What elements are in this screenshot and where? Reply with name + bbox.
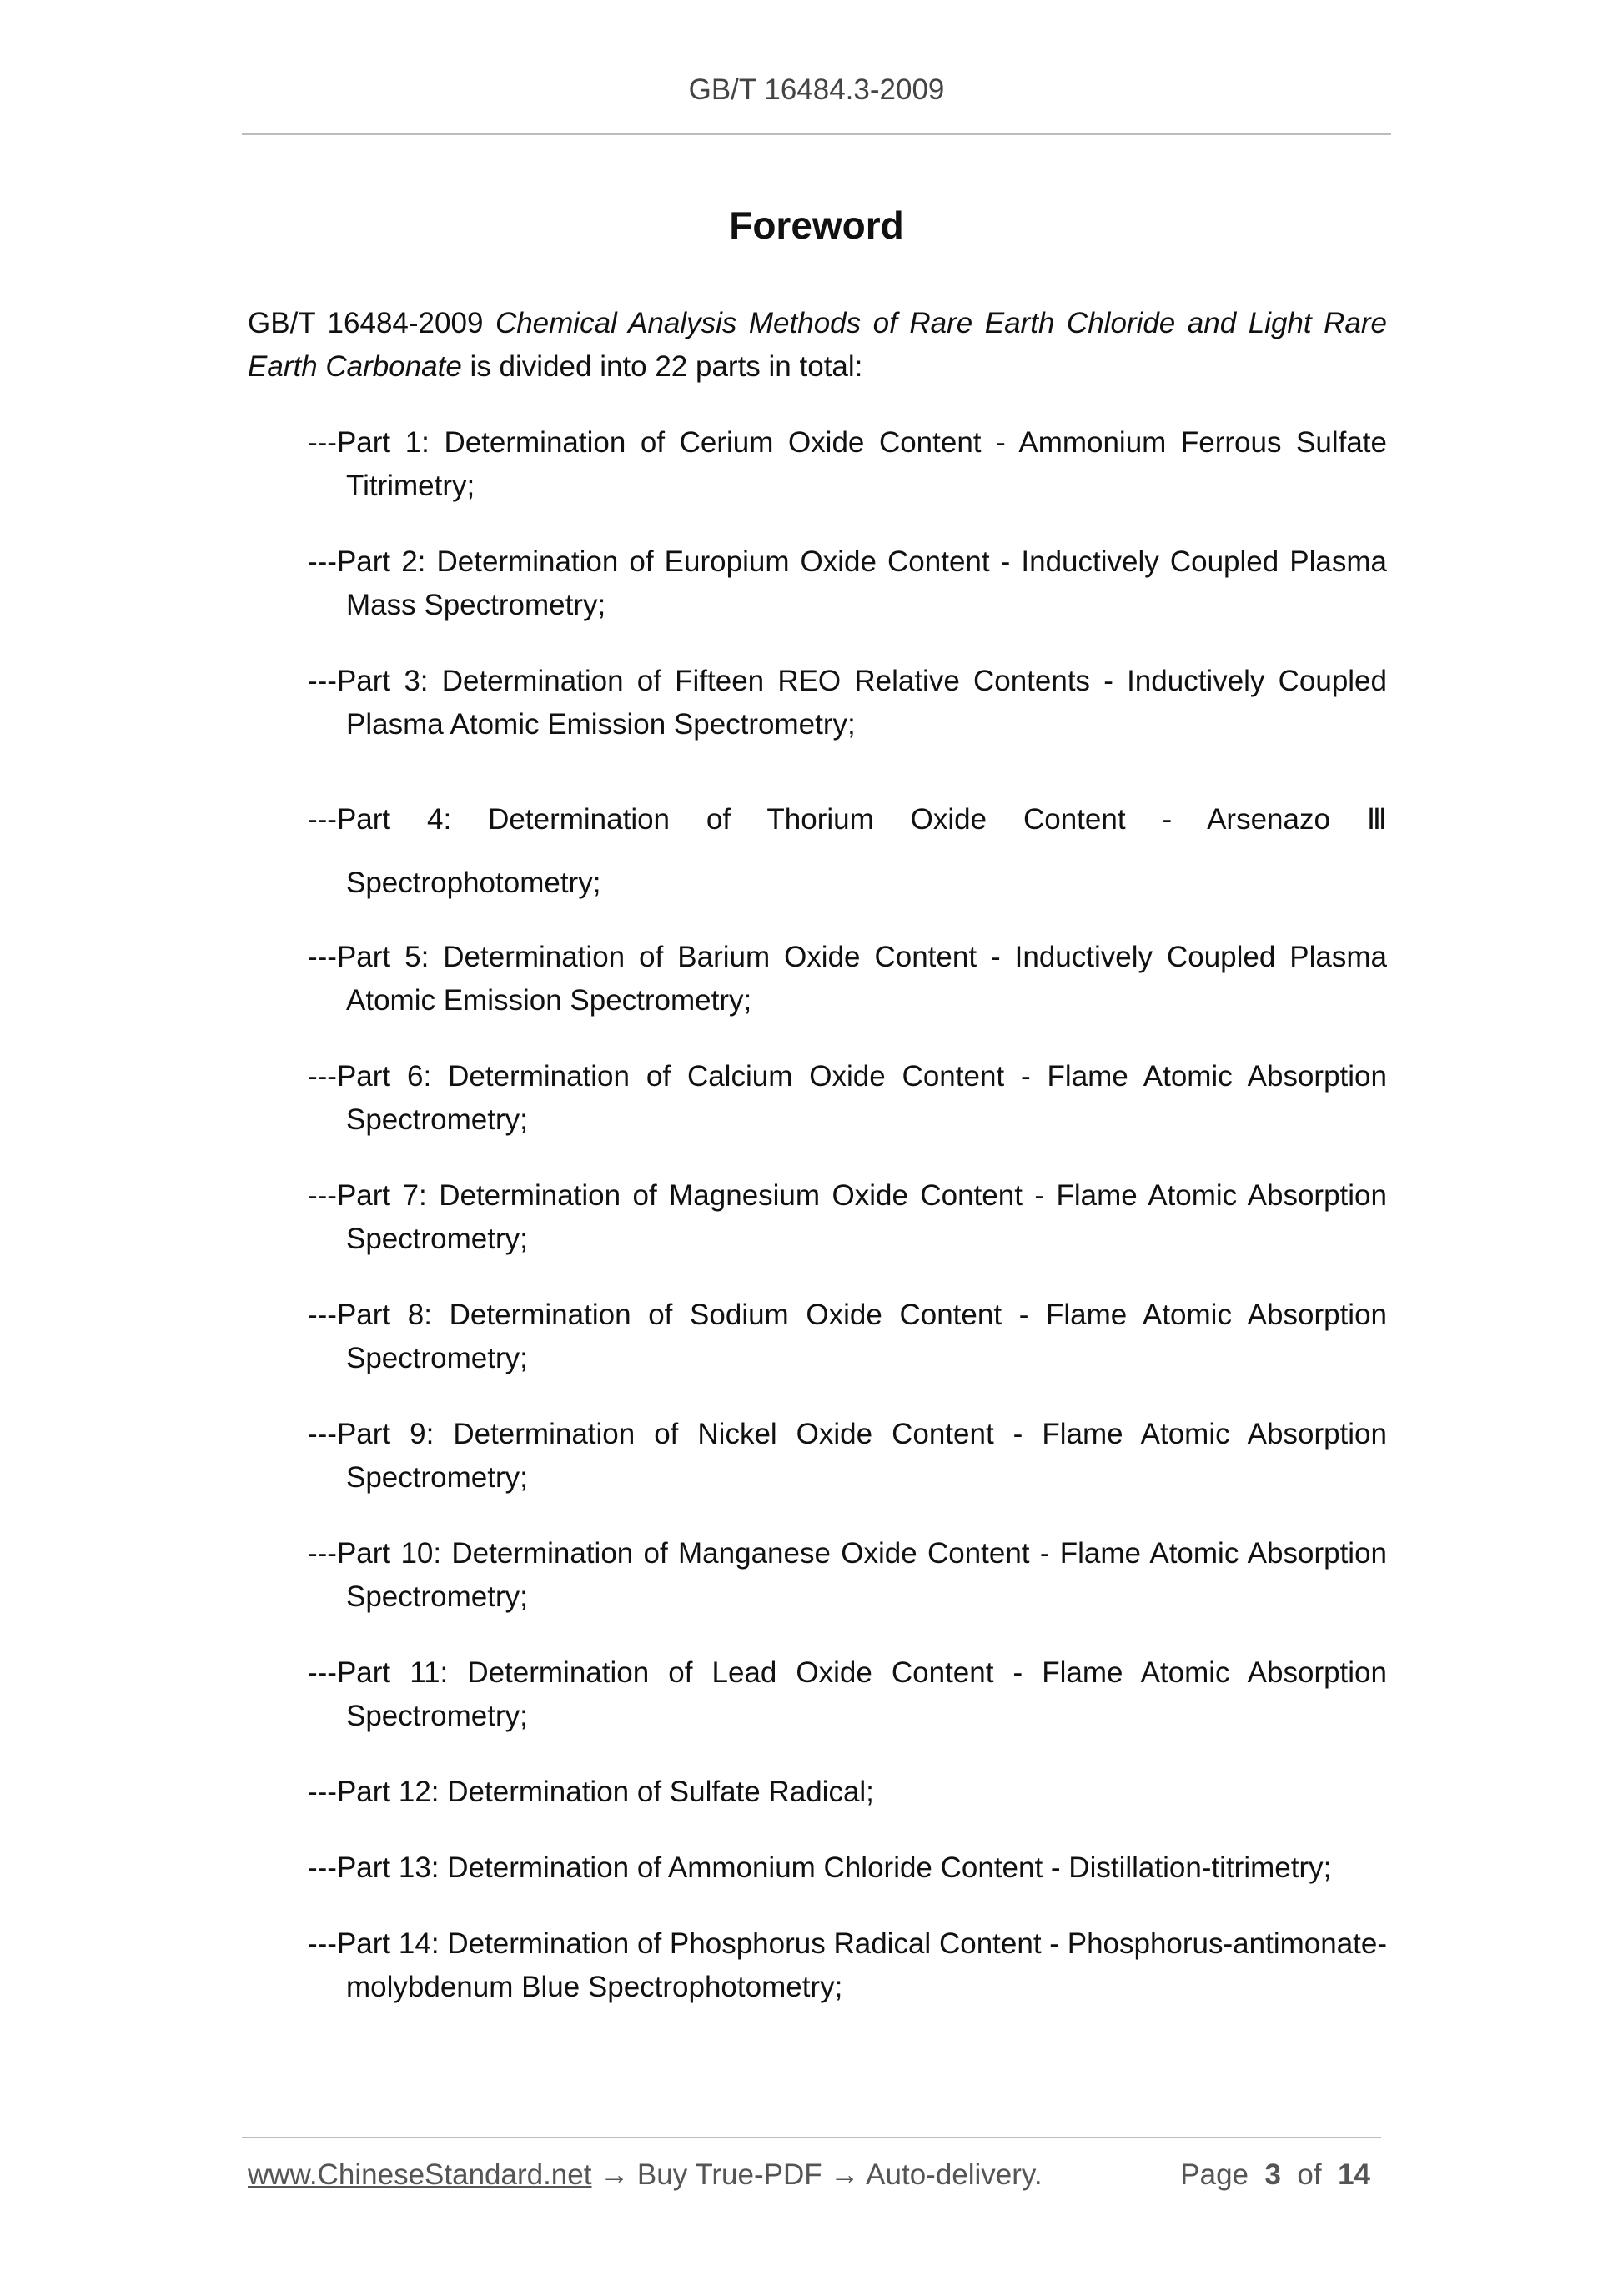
part-item-12: ---Part 12: Determination of Sulfate Radical; <box>308 1776 874 1808</box>
page-indicator <box>1180 2158 1370 2192</box>
footer-tagline: → Buy True-PDF → Auto-delivery. <box>591 2158 1043 2191</box>
website-link[interactable]: www.ChineseStandard.net <box>248 2158 592 2191</box>
page-current: 3 <box>1264 2158 1281 2191</box>
page-of: of <box>1297 2158 1322 2191</box>
part-item-1: ---Part 1: Determination of Cerium Oxide Content - Ammonium Ferrous Sulfate Titrimetry; <box>308 426 1387 502</box>
header-divider <box>242 133 1391 135</box>
page-label: Page <box>1180 2158 1249 2191</box>
part-item-13: ---Part 13: Determination of Ammonium Chloride Content - Distillation-titrimetry; <box>308 1851 1332 1884</box>
part-item-4: ---Part 4: Determination of Thorium Oxide Content - Arsenazo Ⅲ Spectrophotometry; <box>308 803 1387 899</box>
part-item-7: ---Part 7: Determination of Magnesium Oxide Content - Flame Atomic Absorption Spectrometry; <box>308 1179 1387 1255</box>
footer-divider <box>242 2137 1381 2138</box>
part-item-2: ---Part 2: Determination of Europium Oxide Content - Inductively Coupled Plasma Mass Spectrometry; <box>308 545 1387 621</box>
part-item-10: ---Part 10: Determination of Manganese Oxide Content - Flame Atomic Absorption Spectrometry; <box>308 1537 1387 1613</box>
document-code-header: GB/T 16484.3-2009 <box>688 73 945 106</box>
part-item-8: ---Part 8: Determination of Sodium Oxide Content - Flame Atomic Absorption Spectrometry; <box>308 1299 1387 1374</box>
page-total: 14 <box>1338 2158 1370 2191</box>
part-item-14: ---Part 14: Determination of Phosphorus Radical Content - Phosphorus-antimonate-molybdenum Blue Spectrophotometry; <box>308 1927 1387 2003</box>
intro-prefix: GB/T 16484-2009 <box>248 307 495 339</box>
intro-suffix: is divided into 22 parts in total: <box>461 350 863 383</box>
part-item-5: ---Part 5: Determination of Barium Oxide Content - Inductively Coupled Plasma Atomic Emission Spectrometry; <box>308 941 1387 1017</box>
intro-paragraph <box>248 302 1387 389</box>
part-item-6: ---Part 6: Determination of Calcium Oxide Content - Flame Atomic Absorption Spectrometry; <box>308 1060 1387 1136</box>
part-item-3: ---Part 3: Determination of Fifteen REO Relative Contents - Inductively Coupled Plasma Atomic Emission Spectrometry; <box>308 665 1387 741</box>
page-title: Foreword <box>729 203 904 247</box>
part-item-9: ---Part 9: Determination of Nickel Oxide Content - Flame Atomic Absorption Spectrometry; <box>308 1418 1387 1494</box>
part-item-11: ---Part 11: Determination of Lead Oxide Content - Flame Atomic Absorption Spectrometry; <box>308 1656 1387 1732</box>
page-footer <box>248 2158 1387 2192</box>
standard-title: Chemical Analysis Methods of Rare Earth Chloride and Light Rare Earth Carbonate <box>248 307 1387 383</box>
document-body <box>248 302 1387 2042</box>
